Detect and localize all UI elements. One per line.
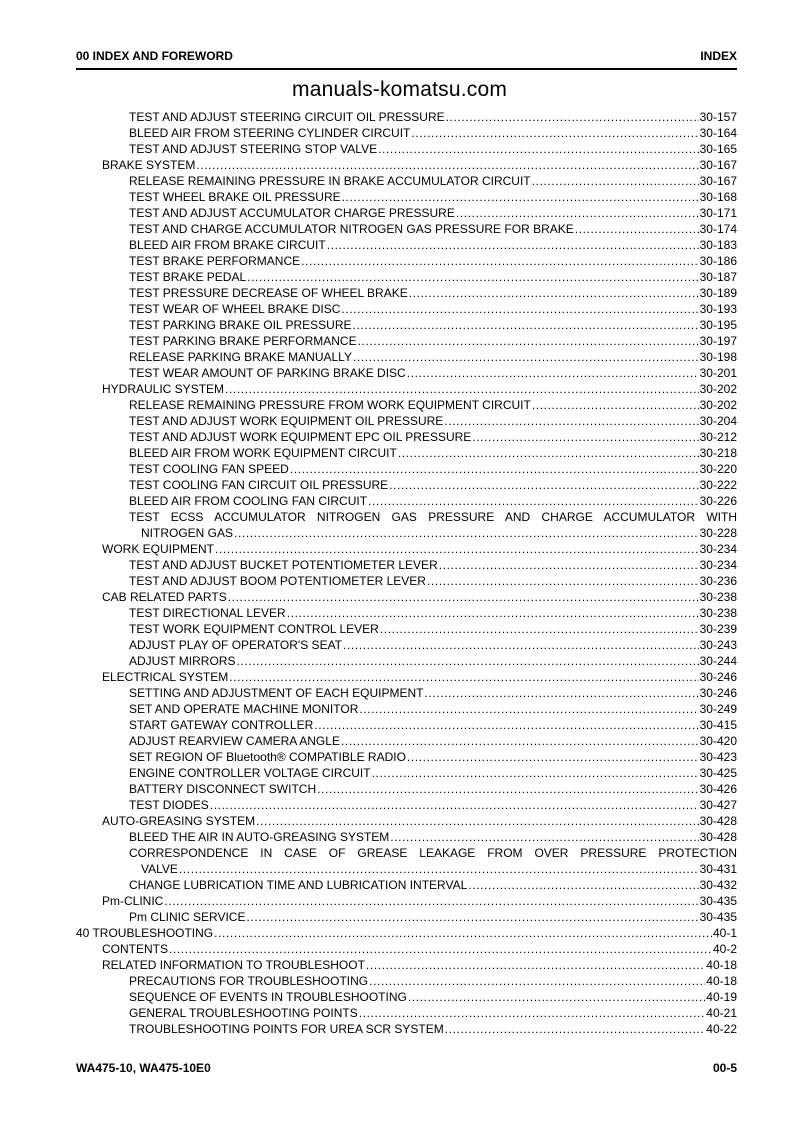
- model-label: WA475-10, WA475-10E0: [76, 1061, 211, 1075]
- dot-leader: [341, 733, 699, 749]
- toc-entry[interactable]: [129, 109, 737, 125]
- toc-entry[interactable]: [129, 557, 737, 573]
- header-rule: [76, 68, 737, 70]
- toc-entry[interactable]: [129, 493, 737, 509]
- toc-entry-title: SEQUENCE OF EVENTS IN TROUBLESHOOTING: [129, 990, 407, 1004]
- toc-entry-title: BATTERY DISCONNECT SWITCH: [129, 782, 317, 796]
- toc-entry-title: TROUBLESHOOTING POINTS FOR UREA SCR SYSTEM: [129, 1022, 444, 1036]
- dot-leader: [358, 333, 699, 349]
- page-header: [76, 49, 737, 63]
- toc-entry-title: SET REGION OF Bluetooth® COMPATIBLE RADIO: [129, 750, 406, 764]
- toc-entry[interactable]: [129, 845, 737, 861]
- dot-leader: [327, 237, 699, 253]
- toc-entry-page: 30-228: [699, 526, 737, 540]
- toc-entry-page: 30-193: [699, 302, 737, 316]
- watermark: manuals-komatsu.com: [292, 78, 508, 101]
- toc-entry-title: BLEED AIR FROM COOLING FAN CIRCUIT: [129, 494, 368, 508]
- toc-entry-page: 30-165: [699, 142, 737, 156]
- dot-leader: [225, 381, 699, 397]
- toc-entry-page: 30-432: [699, 878, 737, 892]
- toc-entry-page: 30-420: [699, 734, 737, 748]
- toc-entry-title: TEST AND ADJUST WORK EQUIPMENT OIL PRESSURE: [129, 414, 444, 428]
- toc-entry-page: 30-218: [699, 446, 737, 460]
- toc-entry[interactable]: [129, 317, 737, 333]
- toc-entry-title: Pm CLINIC SERVICE: [129, 910, 246, 924]
- toc-entry-title: TEST PARKING BRAKE PERFORMANCE: [129, 334, 357, 348]
- toc-entry[interactable]: [102, 893, 737, 909]
- toc-entry-page: 30-222: [699, 478, 737, 492]
- toc-entry-page: 30-202: [699, 398, 737, 412]
- toc-entry[interactable]: [129, 573, 737, 589]
- toc-entry-page: 30-236: [699, 574, 737, 588]
- dot-leader: [228, 589, 699, 605]
- toc-entry-title: TEST AND CHARGE ACCUMULATOR NITROGEN GAS PRESSURE FOR BRAKE: [129, 222, 574, 236]
- toc-entry-page: 30-249: [699, 702, 737, 716]
- toc-entry-title: SET AND OPERATE MACHINE MONITOR: [129, 702, 359, 716]
- toc-entry[interactable]: [129, 797, 737, 813]
- toc-entry[interactable]: [129, 653, 737, 669]
- toc-entry-page: 30-220: [699, 462, 737, 476]
- dot-leader: [468, 877, 698, 893]
- toc-entry-page: 30-428: [699, 814, 737, 828]
- dot-leader: [353, 317, 699, 333]
- dot-leader: [439, 557, 699, 573]
- toc-entry-page: 30-202: [699, 382, 737, 396]
- toc-entry[interactable]: [129, 285, 737, 301]
- toc-entry[interactable]: [141, 861, 737, 877]
- toc-entry[interactable]: [129, 269, 737, 285]
- dot-leader: [407, 749, 699, 765]
- toc-entry-title: TEST COOLING FAN CIRCUIT OIL PRESSURE: [129, 478, 389, 492]
- page-footer: [76, 1061, 737, 1075]
- toc-entry-title-continued: NITROGEN GAS: [141, 526, 234, 540]
- toc-entry[interactable]: [102, 541, 737, 557]
- toc-entry[interactable]: [102, 957, 737, 973]
- toc-entry-page: 30-187: [699, 270, 737, 284]
- toc-entry-page: 30-174: [699, 222, 737, 236]
- dot-leader: [372, 765, 699, 781]
- dot-leader: [343, 637, 699, 653]
- dot-leader: [378, 141, 699, 157]
- toc-entry-page: 30-195: [699, 318, 737, 332]
- dot-leader: [196, 157, 698, 173]
- dot-leader: [532, 397, 699, 413]
- toc-entry[interactable]: [102, 669, 737, 685]
- dot-leader: [314, 717, 698, 733]
- toc-entry[interactable]: [129, 909, 737, 925]
- toc-entry-title: WORK EQUIPMENT: [102, 542, 215, 556]
- toc-entry-page: 30-428: [699, 830, 737, 844]
- toc-entry[interactable]: [129, 413, 737, 429]
- toc-entry-title: RELEASE PARKING BRAKE MANUALLY: [129, 350, 352, 364]
- toc-entry-title: TEST AND ADJUST STEERING CIRCUIT OIL PRESSURE: [129, 110, 445, 124]
- toc-entry-page: 30-183: [699, 238, 737, 252]
- toc-entry-title: TEST AND ADJUST ACCUMULATOR CHARGE PRESSURE: [129, 206, 455, 220]
- toc-entry-page: 30-423: [699, 750, 737, 764]
- toc-entry-title: TEST WEAR AMOUNT OF PARKING BRAKE DISC: [129, 366, 406, 380]
- dot-leader: [247, 269, 698, 285]
- toc-entry[interactable]: [129, 765, 737, 781]
- toc-entry-title: BLEED AIR FROM BRAKE CIRCUIT: [129, 238, 326, 252]
- toc-entry-page: 30-426: [699, 782, 737, 796]
- dot-leader: [287, 605, 699, 621]
- toc-entry-title: TEST PARKING BRAKE OIL PRESSURE: [129, 318, 352, 332]
- toc-entry-title: GENERAL TROUBLESHOOTING POINTS: [129, 1006, 358, 1020]
- toc-entry-page: 30-167: [699, 174, 737, 188]
- toc-entry-title: BLEED THE AIR IN AUTO-GREASING SYSTEM: [129, 830, 390, 844]
- dot-leader: [215, 541, 699, 557]
- toc-entry[interactable]: [129, 141, 737, 157]
- toc-entry[interactable]: [129, 1021, 737, 1037]
- toc-entry-title: TEST DIRECTIONAL LEVER: [129, 606, 286, 620]
- dot-leader: [359, 1005, 706, 1021]
- dot-leader: [390, 829, 698, 845]
- toc-entry-page: 30-189: [699, 286, 737, 300]
- toc-entry[interactable]: [129, 733, 737, 749]
- dot-leader: [369, 973, 705, 989]
- toc-entry-page: 30-197: [699, 334, 737, 348]
- toc-entry[interactable]: [129, 173, 737, 189]
- toc-entry-title: ADJUST REARVIEW CAMERA ANGLE: [129, 734, 340, 748]
- toc-entry[interactable]: [129, 621, 737, 637]
- toc-entry[interactable]: [129, 973, 737, 989]
- toc-entry[interactable]: [129, 637, 737, 653]
- dot-leader: [256, 813, 698, 829]
- dot-leader: [366, 957, 705, 973]
- toc-entry[interactable]: [129, 253, 737, 269]
- toc-entry-title: 40 TROUBLESHOOTING: [76, 926, 214, 940]
- toc-entry-title: ELECTRICAL SYSTEM: [102, 670, 229, 684]
- dot-leader: [164, 893, 698, 909]
- dot-leader: [179, 861, 699, 877]
- toc-entry[interactable]: [129, 781, 737, 797]
- toc-entry[interactable]: [129, 1005, 737, 1021]
- toc-entry-page: 30-238: [699, 606, 737, 620]
- toc-entry[interactable]: [129, 829, 737, 845]
- toc-entry-title: BLEED AIR FROM STEERING CYLINDER CIRCUIT: [129, 126, 411, 140]
- toc-entry-page: 30-164: [699, 126, 737, 140]
- dot-leader: [169, 941, 712, 957]
- toc-entry[interactable]: [129, 605, 737, 621]
- dot-leader: [407, 365, 699, 381]
- dot-leader: [445, 1021, 706, 1037]
- toc-entry[interactable]: [129, 429, 737, 445]
- toc-entry-page: 30-435: [699, 910, 737, 924]
- toc-entry[interactable]: [129, 221, 737, 237]
- toc-entry[interactable]: [129, 189, 737, 205]
- toc-entry[interactable]: [129, 237, 737, 253]
- dot-leader: [532, 173, 699, 189]
- toc-entry[interactable]: [76, 925, 737, 941]
- dot-leader: [290, 461, 699, 477]
- dot-leader: [234, 525, 699, 541]
- toc-entry-page: 30-157: [699, 110, 737, 124]
- toc-entry-page: 30-171: [699, 206, 737, 220]
- dot-leader: [341, 301, 698, 317]
- dot-leader: [427, 573, 699, 589]
- dot-leader: [229, 669, 698, 685]
- toc-entry-title: PRECAUTIONS FOR TROUBLESHOOTING: [129, 974, 369, 988]
- toc-entry-page: 40-19: [706, 990, 737, 1004]
- toc-entry[interactable]: [129, 477, 737, 493]
- toc-entry[interactable]: [129, 397, 737, 413]
- dot-leader: [380, 621, 699, 637]
- toc-entry-page: 40-18: [706, 958, 737, 972]
- toc-entry[interactable]: [129, 701, 737, 717]
- toc-entry-title: RELEASE REMAINING PRESSURE IN BRAKE ACCUMULATOR CIRCUIT: [129, 174, 531, 188]
- toc-entry[interactable]: [102, 589, 737, 605]
- toc-entry[interactable]: [129, 989, 737, 1005]
- toc-entry[interactable]: [129, 445, 737, 461]
- toc-entry[interactable]: [141, 525, 737, 541]
- page-number: 00-5: [712, 1061, 737, 1075]
- toc-entry-page: 30-198: [699, 350, 737, 364]
- section-title: 00 INDEX AND FOREWORD: [76, 49, 233, 63]
- dot-leader: [398, 445, 699, 461]
- toc-entry-title: TEST ECSS ACCUMULATOR NITROGEN GAS PRESSURE AND CHARGE ACCUMULATOR WITH: [129, 510, 737, 524]
- toc-entry-title: CHANGE LUBRICATION TIME AND LUBRICATION INTERVAL: [129, 878, 468, 892]
- toc-entry-title-continued: VALVE: [141, 862, 178, 876]
- dot-leader: [342, 189, 699, 205]
- dot-leader: [353, 349, 699, 365]
- dot-leader: [444, 413, 698, 429]
- dot-leader: [446, 109, 699, 125]
- toc-entry-page: 30-204: [699, 414, 737, 428]
- toc-entry-title: BLEED AIR FROM WORK EQUIPMENT CIRCUIT: [129, 446, 397, 460]
- dot-leader: [236, 653, 698, 669]
- dot-leader: [456, 205, 699, 221]
- toc-entry-title: RELATED INFORMATION TO TROUBLESHOOT: [102, 958, 365, 972]
- dot-leader: [317, 781, 698, 797]
- toc-entry-title: HYDRAULIC SYSTEM: [102, 382, 225, 396]
- dot-leader: [472, 429, 698, 445]
- toc-entry-title: TEST AND ADJUST WORK EQUIPMENT EPC OIL PRESSURE: [129, 430, 472, 444]
- toc-entry-title: TEST AND ADJUST STEERING STOP VALVE: [129, 142, 378, 156]
- toc-entry-page: 30-243: [699, 638, 737, 652]
- toc-entry-page: 30-168: [699, 190, 737, 204]
- dot-leader: [411, 125, 698, 141]
- toc-entry[interactable]: [129, 685, 737, 701]
- toc-entry-title: TEST DIODES: [129, 798, 209, 812]
- toc-entry-title: Pm-CLINIC: [102, 894, 164, 908]
- dot-leader: [408, 989, 705, 1005]
- toc-entry-title: ADJUST MIRRORS: [129, 654, 236, 668]
- toc-entry-page: 40-2: [712, 942, 737, 956]
- toc-entry-page: 30-167: [699, 158, 737, 172]
- toc-entry-page: 30-212: [699, 430, 737, 444]
- toc-entry-title: RELEASE REMAINING PRESSURE FROM WORK EQUIPMENT CIRCUIT: [129, 398, 531, 412]
- toc-entry-title: TEST BRAKE PERFORMANCE: [129, 254, 301, 268]
- toc-entry-title: CORRESPONDENCE IN CASE OF GREASE LEAKAGE FROM OVER PRESSURE PROTECTION: [129, 846, 737, 860]
- toc-entry[interactable]: [102, 381, 737, 397]
- toc-entry-title: ENGINE CONTROLLER VOLTAGE CIRCUIT: [129, 766, 371, 780]
- toc-entry-title: TEST AND ADJUST BOOM POTENTIOMETER LEVER: [129, 574, 426, 588]
- toc-entry-page: 40-18: [706, 974, 737, 988]
- toc-entry-title: CAB RELATED PARTS: [102, 590, 227, 604]
- toc-entry-page: 40-22: [706, 1022, 737, 1036]
- dot-leader: [424, 685, 698, 701]
- toc-entry-page: 30-201: [699, 366, 737, 380]
- dot-leader: [246, 909, 698, 925]
- toc-entry-title: TEST PRESSURE DECREASE OF WHEEL BRAKE: [129, 286, 408, 300]
- toc-entry-page: 30-415: [699, 718, 737, 732]
- toc-entry-title: TEST BRAKE PEDAL: [129, 270, 247, 284]
- toc-entry[interactable]: [102, 813, 737, 829]
- toc-entry[interactable]: [129, 461, 737, 477]
- toc-entry[interactable]: [129, 717, 737, 733]
- toc-entry-page: 30-435: [699, 894, 737, 908]
- toc-entry[interactable]: [129, 333, 737, 349]
- toc-entry-title: AUTO-GREASING SYSTEM: [102, 814, 256, 828]
- dot-leader: [301, 253, 698, 269]
- toc-entry-title: BRAKE SYSTEM: [102, 158, 196, 172]
- toc-entry-title: START GATEWAY CONTROLLER: [129, 718, 314, 732]
- toc-entry-page: 30-239: [699, 622, 737, 636]
- toc-entry-page: 30-431: [699, 862, 737, 876]
- toc-entry-page: 30-238: [699, 590, 737, 604]
- toc-entry-page: 30-427: [699, 798, 737, 812]
- toc-entry-title: ADJUST PLAY OF OPERATOR'S SEAT: [129, 638, 343, 652]
- dot-leader: [389, 477, 698, 493]
- header-index-label: INDEX: [700, 49, 737, 63]
- toc-entry[interactable]: [129, 749, 737, 765]
- toc-entry-title: TEST WHEEL BRAKE OIL PRESSURE: [129, 190, 341, 204]
- toc-entry[interactable]: [129, 125, 737, 141]
- toc-entry-title: TEST AND ADJUST BUCKET POTENTIOMETER LEVER: [129, 558, 438, 572]
- toc-entry[interactable]: [102, 157, 737, 173]
- toc-entry-title: TEST WEAR OF WHEEL BRAKE DISC: [129, 302, 341, 316]
- toc-entry[interactable]: [102, 941, 737, 957]
- toc-entry-page: 30-246: [699, 670, 737, 684]
- toc-entry[interactable]: [129, 349, 737, 365]
- dot-leader: [214, 925, 712, 941]
- toc-entry-page: 30-186: [699, 254, 737, 268]
- toc-entry[interactable]: [129, 301, 737, 317]
- dot-leader: [359, 701, 698, 717]
- toc-entry-page: 30-244: [699, 654, 737, 668]
- toc-entry-title: SETTING AND ADJUSTMENT OF EACH EQUIPMENT: [129, 686, 424, 700]
- dot-leader: [210, 797, 699, 813]
- toc-entry-title: TEST WORK EQUIPMENT CONTROL LEVER: [129, 622, 379, 636]
- dot-leader: [575, 221, 699, 237]
- toc-entry[interactable]: [129, 509, 737, 525]
- toc-entry[interactable]: [129, 205, 737, 221]
- toc-entry-page: 30-234: [699, 542, 737, 556]
- toc-entry-title: CONTENTS: [102, 942, 168, 956]
- toc-entry[interactable]: [129, 877, 737, 893]
- toc-entry-title: TEST COOLING FAN SPEED: [129, 462, 289, 476]
- toc-entry-page: 40-1: [712, 926, 737, 940]
- toc-entry-page: 30-246: [699, 686, 737, 700]
- toc-entry[interactable]: [129, 365, 737, 381]
- dot-leader: [409, 285, 699, 301]
- toc-entry-page: 30-226: [699, 494, 737, 508]
- toc-entry-page: 30-425: [699, 766, 737, 780]
- toc-entry-page: 30-234: [699, 558, 737, 572]
- dot-leader: [368, 493, 699, 509]
- toc-entry-page: 40-21: [706, 1006, 737, 1020]
